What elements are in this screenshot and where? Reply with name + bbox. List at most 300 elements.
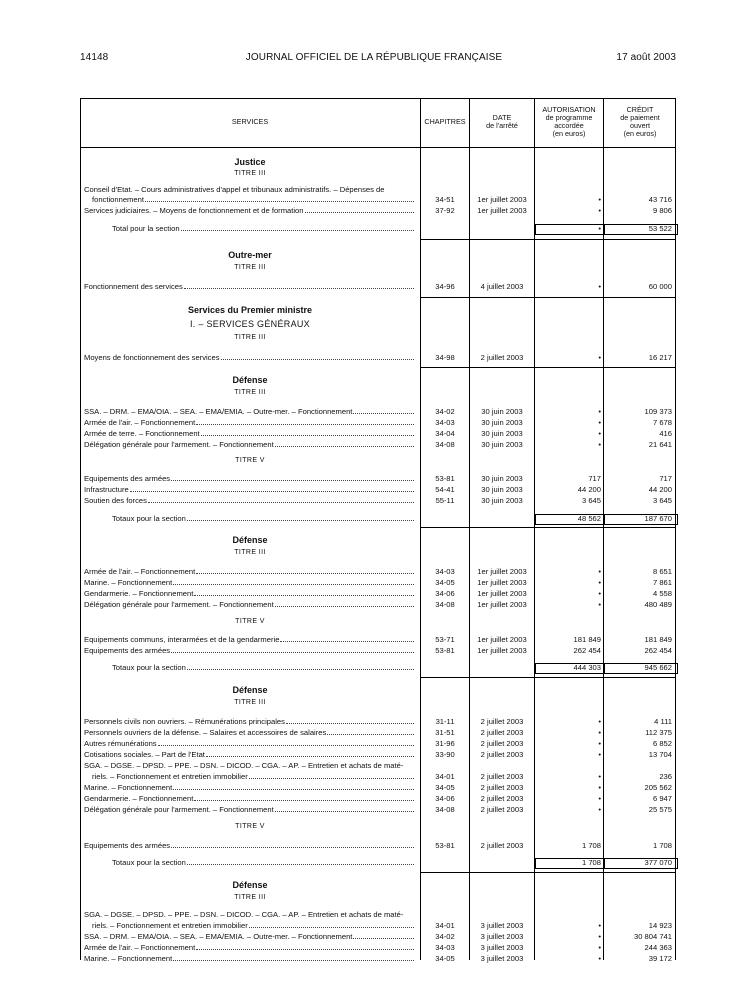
section-heading <box>80 548 676 559</box>
service-text: Personnels civils non ouvriers. – Rémunérations principales <box>84 717 285 726</box>
table-row <box>80 588 676 599</box>
leader-dots <box>187 857 414 865</box>
service-label <box>112 857 416 868</box>
chapitre-cell: 55-11 <box>435 496 455 505</box>
table-row <box>80 428 676 439</box>
service-label <box>84 909 416 920</box>
service-text: Délégation générale pour l'armement. – Fonctionnement <box>84 440 274 449</box>
autorisation-cell: • <box>598 206 601 215</box>
credit-cell: 7 861 <box>652 578 672 587</box>
service-label <box>84 804 416 815</box>
chapitre-cell: 34-03 <box>435 418 455 427</box>
titre-label: TITRE III <box>234 389 266 396</box>
table-row <box>80 909 676 920</box>
header-auth-line: de programme <box>545 113 593 122</box>
service-label <box>84 428 416 439</box>
credit-cell: 112 375 <box>645 728 672 737</box>
date-cell: 1er juillet 2003 <box>477 646 527 655</box>
section-title: I. – SERVICES GÉNÉRAUX <box>190 319 310 329</box>
service-text: Marine. – Fonctionnement <box>84 954 173 963</box>
date-cell: 1er juillet 2003 <box>477 600 527 609</box>
credit-cell: 13 704 <box>648 750 672 759</box>
table-row <box>80 473 676 484</box>
section-heading <box>80 333 676 344</box>
leader-dots <box>327 727 414 735</box>
table-row <box>80 194 676 205</box>
service-label <box>84 793 416 804</box>
service-text: Cotisations sociales. – Part de l'Etat <box>84 750 205 759</box>
chapitre-cell: 54-41 <box>435 485 455 494</box>
autorisation-cell: • <box>598 943 601 952</box>
page-number: 14148 <box>80 52 109 63</box>
date-cell: 1er juillet 2003 <box>477 635 527 644</box>
leader-dots <box>194 588 414 596</box>
service-label <box>84 484 416 495</box>
autorisation-cell: • <box>598 195 601 204</box>
table-row <box>80 634 676 645</box>
chapitre-cell: 34-51 <box>435 195 455 204</box>
service-text: Equipements des armées <box>84 646 171 655</box>
table-row <box>80 804 676 815</box>
service-text: Armée de terre. – Fonctionnement <box>84 429 200 438</box>
header-bottom-border <box>80 147 676 148</box>
service-text: Infrastructure <box>84 485 129 494</box>
table-row <box>80 439 676 450</box>
leader-dots <box>221 352 415 360</box>
chapitre-cell: 34-04 <box>435 429 455 438</box>
credit-cell: 44 200 <box>648 485 672 494</box>
date-cell: 3 juillet 2003 <box>480 921 524 930</box>
section-heading <box>80 169 676 180</box>
date-cell: 30 juin 2003 <box>481 418 523 427</box>
titre-label: TITRE III <box>234 699 266 706</box>
leader-dots <box>196 566 414 574</box>
table-row <box>80 281 676 292</box>
autorisation-cell: • <box>598 578 601 587</box>
leader-dots <box>145 194 414 202</box>
section-separator <box>420 297 676 298</box>
service-label <box>84 439 416 450</box>
table-row <box>80 738 676 749</box>
service-text: Conseil d'Etat. – Cours administratives d'appel et tribunaux administratifs. – Dépenses de <box>84 185 385 194</box>
service-label <box>84 566 416 577</box>
table-row <box>80 352 676 363</box>
section-heading <box>80 249 676 260</box>
service-label <box>84 953 416 964</box>
service-text: Marine. – Fonctionnement <box>84 783 173 792</box>
section-heading <box>80 263 676 274</box>
service-label <box>84 495 416 506</box>
service-text: SGA. – DGSE. – DPSD. – PPE. – DSN. – DICOD. – CGA. – AP. – Entretien et achats de maté- <box>84 910 404 919</box>
section-separator <box>420 239 676 240</box>
table-row <box>80 599 676 610</box>
table-row <box>80 931 676 942</box>
chapitre-cell: 34-02 <box>435 407 455 416</box>
service-label <box>92 920 416 931</box>
table-row <box>80 417 676 428</box>
leader-dots <box>249 771 414 779</box>
credit-cell: 262 454 <box>644 646 672 655</box>
service-text: Services judiciaires. – Moyens de fonctionnement et de formation <box>84 206 304 215</box>
service-text: Moyens de fonctionnement des services <box>84 353 220 362</box>
autorisation-cell: • <box>598 600 601 609</box>
autorisation-cell: • <box>598 739 601 748</box>
credit-cell: 53 522 <box>648 224 672 233</box>
header-chapitres-label: CHAPITRES <box>424 117 466 126</box>
date-cell: 2 juillet 2003 <box>480 728 524 737</box>
service-text: Armée de l'air. – Fonctionnement <box>84 567 196 576</box>
leader-dots <box>187 662 414 670</box>
autorisation-cell: • <box>598 407 601 416</box>
service-label <box>84 645 416 656</box>
table-row <box>80 771 676 782</box>
service-label <box>84 727 416 738</box>
total-row <box>80 857 676 868</box>
titre-label: TITRE V <box>235 618 265 625</box>
table-row <box>80 577 676 588</box>
header-services-label: SERVICES <box>231 117 269 126</box>
table-row <box>80 793 676 804</box>
leader-dots <box>187 513 414 521</box>
service-label <box>84 588 416 599</box>
table-row <box>80 205 676 216</box>
service-label <box>84 931 416 942</box>
autorisation-cell: • <box>598 353 601 362</box>
leader-dots <box>206 749 414 757</box>
leader-dots <box>353 931 414 939</box>
leader-dots <box>196 942 414 950</box>
service-text: Gendarmerie. – Fonctionnement <box>84 794 194 803</box>
leader-dots <box>194 793 414 801</box>
journal-title: JOURNAL OFFICIEL DE LA RÉPUBLIQUE FRANÇAISE <box>245 52 503 63</box>
service-text: Equipements des armées <box>84 474 171 483</box>
service-label <box>112 662 416 673</box>
section-heading <box>80 684 676 695</box>
credit-cell: 181 849 <box>644 635 672 644</box>
section-title: Défense <box>232 535 268 545</box>
service-label <box>84 634 416 645</box>
header-chapitres <box>421 98 469 146</box>
chapitre-cell: 34-02 <box>435 932 455 941</box>
chapitre-cell: 34-05 <box>435 578 455 587</box>
service-text: Délégation générale pour l'armement. – Fonctionnement <box>84 805 274 814</box>
table-row <box>80 920 676 931</box>
table-row <box>80 953 676 964</box>
credit-cell: 30 804 741 <box>633 932 672 941</box>
leader-dots <box>249 920 414 928</box>
section-heading <box>80 534 676 545</box>
date-cell: 3 juillet 2003 <box>480 954 524 963</box>
issue-date: 17 août 2003 <box>616 52 676 63</box>
service-label <box>84 760 416 771</box>
table-row <box>80 749 676 760</box>
section-separator <box>420 367 676 368</box>
date-cell: 1er juillet 2003 <box>477 589 527 598</box>
titre-label: TITRE V <box>235 457 265 464</box>
header-cred-line: (en euros) <box>623 129 657 138</box>
total-row <box>80 223 676 234</box>
service-text: Armée de l'air. – Fonctionnement <box>84 943 196 952</box>
header-credit <box>604 98 676 146</box>
credit-cell: 39 172 <box>648 954 672 963</box>
table-row <box>80 716 676 727</box>
chapitre-cell: 34-06 <box>435 794 455 803</box>
date-cell: 30 juin 2003 <box>481 485 523 494</box>
service-text: riels. – Fonctionnement et entretien immobilier <box>92 921 248 930</box>
autorisation-cell: • <box>598 418 601 427</box>
date-cell: 2 juillet 2003 <box>480 794 524 803</box>
leader-dots <box>171 645 414 653</box>
chapitre-cell: 53-71 <box>435 635 455 644</box>
service-label <box>84 205 416 216</box>
section-heading <box>80 318 676 329</box>
service-text: SSA. – DRM. – EMA/OIA. – SEA. – EMA/EMIA. – Outre-mer. – Fonctionnement <box>84 407 353 416</box>
leader-dots <box>353 406 414 414</box>
chapitre-cell: 53-81 <box>435 474 455 483</box>
credit-cell: 416 <box>659 429 672 438</box>
header-date-line: de l'arrêté <box>486 121 518 130</box>
service-text: SGA. – DGSE. – DPSD. – PPE. – DSN. – DICOD. – CGA. – AP. – Entretien et achats de maté- <box>84 761 404 770</box>
titre-label: TITRE III <box>234 894 266 901</box>
section-separator <box>420 872 676 873</box>
credit-cell: 25 575 <box>648 805 672 814</box>
section-separator <box>420 677 676 678</box>
header-services <box>80 98 420 146</box>
autorisation-cell: • <box>598 932 601 941</box>
titre-label: TITRE III <box>234 264 266 271</box>
leader-dots <box>275 599 414 607</box>
date-cell: 30 juin 2003 <box>481 407 523 416</box>
service-text: Fonctionnement des services <box>84 282 183 291</box>
leader-dots <box>148 495 414 503</box>
credit-cell: 236 <box>659 772 672 781</box>
autorisation-cell: • <box>598 589 601 598</box>
service-label <box>92 771 416 782</box>
service-label <box>84 840 416 851</box>
autorisation-cell: 44 200 <box>577 485 601 494</box>
section-title: Services du Premier ministre <box>187 305 313 315</box>
date-cell: 2 juillet 2003 <box>480 717 524 726</box>
autorisation-cell: • <box>598 750 601 759</box>
header-auth-line: accordée <box>554 121 584 130</box>
autorisation-cell: 1 708 <box>581 858 601 867</box>
service-text: Armée de l'air. – Fonctionnement <box>84 418 196 427</box>
date-cell: 2 juillet 2003 <box>480 841 524 850</box>
credit-cell: 6 947 <box>652 794 672 803</box>
credit-cell: 16 217 <box>648 353 672 362</box>
date-cell: 30 juin 2003 <box>481 496 523 505</box>
autorisation-cell: • <box>598 728 601 737</box>
chapitre-cell: 31-11 <box>435 717 455 726</box>
date-cell: 1er juillet 2003 <box>477 578 527 587</box>
service-text: Gendarmerie. – Fonctionnement <box>84 589 194 598</box>
chapitre-cell: 34-06 <box>435 589 455 598</box>
autorisation-cell: 181 849 <box>573 635 601 644</box>
chapitre-cell: 34-08 <box>435 440 455 449</box>
service-text: SSA. – DRM. – EMA/OIA. – SEA. – EMA/EMIA. – Outre-mer. – Fonctionnement <box>84 932 353 941</box>
titre-label: TITRE V <box>235 823 265 830</box>
leader-dots <box>173 577 414 585</box>
section-title: Outre-mer <box>228 250 272 260</box>
credit-cell: 14 923 <box>648 921 672 930</box>
date-cell: 4 juillet 2003 <box>480 282 524 291</box>
chapitre-cell: 31-96 <box>435 739 455 748</box>
date-cell: 2 juillet 2003 <box>480 353 524 362</box>
leader-dots <box>275 439 414 447</box>
leader-dots <box>158 738 414 746</box>
table-row <box>80 760 676 771</box>
service-label <box>92 194 416 205</box>
service-text: Equipements communs, interarmées et de la gendarmerie <box>84 635 280 644</box>
leader-dots <box>275 804 414 812</box>
autorisation-cell: • <box>598 717 601 726</box>
service-text: riels. – Fonctionnement et entretien immobilier <box>92 772 248 781</box>
header-cred-line: CRÉDIT <box>626 105 654 114</box>
leader-dots <box>181 223 414 231</box>
chapitre-cell: 34-01 <box>435 921 455 930</box>
section-heading <box>80 388 676 399</box>
service-text: Totaux pour la section <box>112 663 186 672</box>
table-row <box>80 782 676 793</box>
section-heading <box>80 374 676 385</box>
autorisation-cell: • <box>598 567 601 576</box>
credit-cell: 4 558 <box>652 589 672 598</box>
header-autorisation <box>535 98 603 146</box>
autorisation-cell: 717 <box>588 474 601 483</box>
chapitre-cell: 33-90 <box>435 750 455 759</box>
section-heading <box>80 822 676 833</box>
chapitre-cell: 34-05 <box>435 783 455 792</box>
leader-dots <box>171 840 414 848</box>
service-text: Total pour la section <box>112 224 180 233</box>
table-row <box>80 727 676 738</box>
service-text: Totaux pour la section <box>112 514 186 523</box>
service-text: Personnels ouvriers de la défense. – Salaires et accessoires de salaires <box>84 728 327 737</box>
section-heading <box>80 698 676 709</box>
appropriations-table <box>80 98 676 963</box>
section-separator <box>420 527 676 528</box>
credit-cell: 6 852 <box>652 739 672 748</box>
section-heading <box>80 893 676 904</box>
chapitre-cell: 34-08 <box>435 600 455 609</box>
header-auth-line: AUTORISATION <box>542 105 596 114</box>
date-cell: 3 juillet 2003 <box>480 943 524 952</box>
credit-cell: 205 562 <box>644 783 672 792</box>
header-cred-line: ouvert <box>630 121 650 130</box>
leader-dots <box>280 634 414 642</box>
leader-dots <box>171 473 414 481</box>
service-label <box>84 942 416 953</box>
table-row <box>80 484 676 495</box>
header-date-line: DATE <box>492 113 512 122</box>
date-cell: 1er juillet 2003 <box>477 567 527 576</box>
date-cell: 30 juin 2003 <box>481 429 523 438</box>
service-text: Autres rémunérations <box>84 739 157 748</box>
date-cell: 1er juillet 2003 <box>477 206 527 215</box>
leader-dots <box>201 428 414 436</box>
date-cell: 2 juillet 2003 <box>480 772 524 781</box>
service-label <box>84 352 416 363</box>
table-row <box>80 840 676 851</box>
leader-dots <box>305 205 415 213</box>
total-row <box>80 513 676 524</box>
service-label <box>84 417 416 428</box>
credit-cell: 717 <box>659 474 672 483</box>
service-text: Délégation générale pour l'armement. – Fonctionnement <box>84 600 274 609</box>
credit-cell: 7 678 <box>652 418 672 427</box>
chapitre-cell: 34-96 <box>435 282 455 291</box>
leader-dots <box>184 281 414 289</box>
credit-cell: 945 662 <box>644 663 672 672</box>
service-text: Equipements des armées <box>84 841 171 850</box>
service-label <box>84 473 416 484</box>
date-cell: 1er juillet 2003 <box>477 195 527 204</box>
chapitre-cell: 34-98 <box>435 353 455 362</box>
autorisation-cell: 1 708 <box>581 841 601 850</box>
chapitre-cell: 31-51 <box>435 728 455 737</box>
section-title: Défense <box>232 375 268 385</box>
service-label <box>84 716 416 727</box>
autorisation-cell: • <box>598 794 601 803</box>
autorisation-cell: 48 562 <box>577 514 601 523</box>
service-label <box>84 738 416 749</box>
chapitre-cell: 53-81 <box>435 841 455 850</box>
autorisation-cell: • <box>598 224 601 233</box>
credit-cell: 3 645 <box>652 496 672 505</box>
leader-dots <box>286 716 414 724</box>
chapitre-cell: 37-92 <box>435 206 455 215</box>
section-heading <box>80 879 676 890</box>
service-label <box>84 782 416 793</box>
credit-cell: 8 651 <box>652 567 672 576</box>
table-row <box>80 495 676 506</box>
section-heading <box>80 617 676 628</box>
credit-cell: 244 363 <box>644 943 672 952</box>
credit-cell: 377 070 <box>644 858 672 867</box>
autorisation-cell: • <box>598 440 601 449</box>
date-cell: 2 juillet 2003 <box>480 739 524 748</box>
section-heading <box>80 456 676 467</box>
autorisation-cell: • <box>598 772 601 781</box>
service-text: Totaux pour la section <box>112 858 186 867</box>
section-title: Défense <box>232 880 268 890</box>
chapitre-cell: 34-03 <box>435 567 455 576</box>
total-row <box>80 662 676 673</box>
date-cell: 30 juin 2003 <box>481 440 523 449</box>
leader-dots <box>196 417 414 425</box>
chapitre-cell: 53-81 <box>435 646 455 655</box>
header-date <box>470 98 534 146</box>
section-heading <box>80 156 676 167</box>
autorisation-cell: • <box>598 805 601 814</box>
autorisation-cell: • <box>598 429 601 438</box>
autorisation-cell: • <box>598 282 601 291</box>
credit-cell: 9 806 <box>652 206 672 215</box>
chapitre-cell: 34-01 <box>435 772 455 781</box>
autorisation-cell: • <box>598 921 601 930</box>
chapitre-cell: 34-03 <box>435 943 455 952</box>
service-text: fonctionnement <box>92 195 144 204</box>
leader-dots <box>130 484 414 492</box>
autorisation-cell: 262 454 <box>573 646 601 655</box>
date-cell: 2 juillet 2003 <box>480 805 524 814</box>
section-title: Défense <box>232 685 268 695</box>
service-label <box>84 599 416 610</box>
leader-dots <box>173 953 414 961</box>
autorisation-cell: • <box>598 954 601 963</box>
table-row <box>80 406 676 417</box>
credit-cell: 109 373 <box>644 407 672 416</box>
